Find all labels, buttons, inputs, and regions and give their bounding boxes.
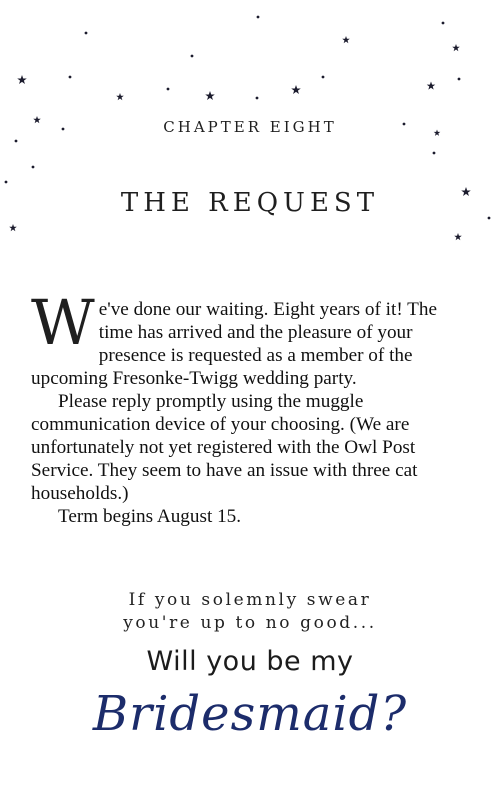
chapter-title: THE REQUEST [120, 188, 380, 218]
paragraph-1 [31, 286, 473, 390]
letter-body [31, 286, 473, 528]
solemnly-swear-quote [0, 589, 500, 635]
drop-cap: W [31, 286, 95, 359]
paragraph-2: Please reply promptly using the muggle communication device of your choosing. (We are unfortunately not yet registered with the Owl Post Service. They seem to have an issue with three cat households.) [31, 391, 418, 504]
paragraph-3: Term begins August 15. [58, 506, 242, 527]
swear-line-1: If you solemnly swear [128, 590, 372, 610]
paragraph-1-text: e've done our waiting. Eight years of it! The time has arrived and the pleasure of your presence is requested as a member of the upcoming Fresonke-Twigg wedding party. [31, 299, 437, 389]
swear-line-2: you're up to no good... [123, 613, 377, 633]
question-text: Will you be my [146, 646, 354, 677]
bridesmaid-title: Bridesmaid? [92, 686, 408, 742]
chapter-heading: CHAPTER EIGHT [163, 118, 337, 136]
